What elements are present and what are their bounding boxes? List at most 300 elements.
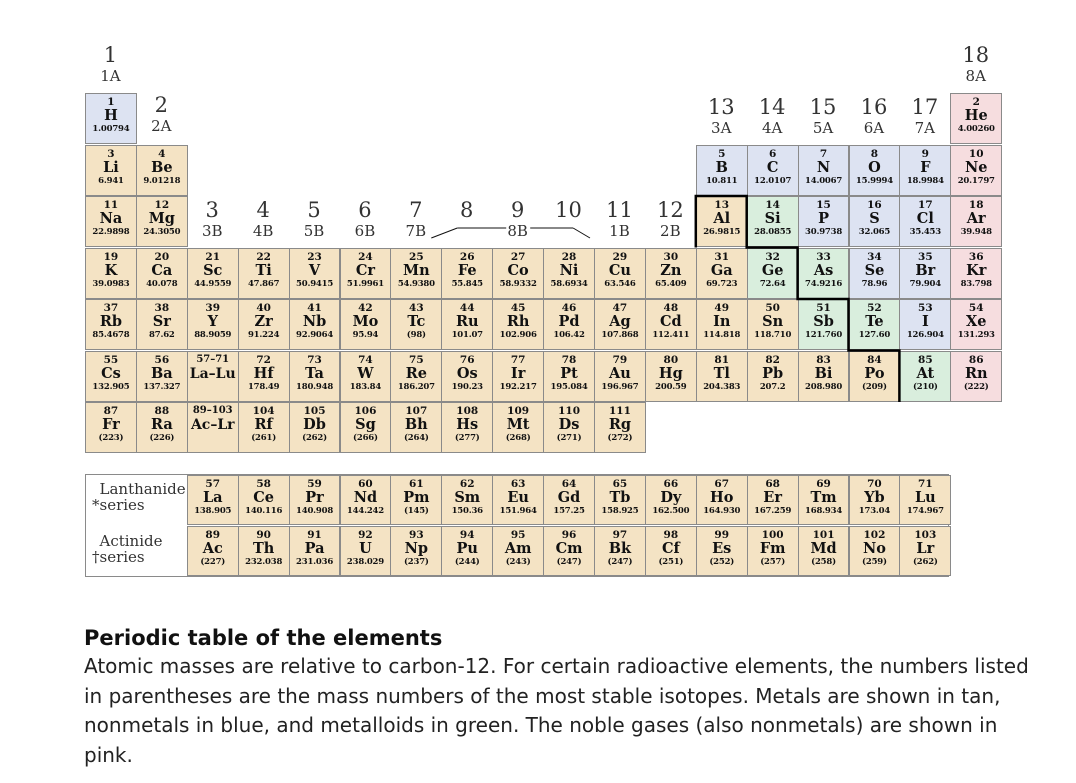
element-symbol: N [816,158,831,176]
atomic-number: 101 [812,529,835,541]
element-symbol: As [813,261,834,279]
element-symbol: Ne [965,158,988,176]
atomic-number: 73 [307,353,322,366]
atomic-number: 55 [103,353,119,366]
element-cell-be [136,145,188,196]
atomic-mass: (98) [406,330,426,340]
element-cell-cu [594,248,646,299]
atomic-mass: 102.906 [499,330,537,340]
element-symbol: Fe [457,261,477,279]
element-symbol: Yb [864,489,885,506]
atomic-mass: 1.00794 [92,124,130,134]
element-cell-sm [441,475,493,525]
atomic-number: 96 [561,529,577,541]
element-symbol: Cl [916,210,934,227]
atomic-mass: (145) [403,506,429,516]
element-symbol: V [308,261,321,279]
element-symbol: Gd [557,489,581,506]
element-symbol: Dy [660,489,682,506]
element-symbol: Rg [608,416,632,433]
atomic-number: 20 [154,250,170,263]
atomic-mass: 26.9815 [703,227,741,237]
atomic-mass: 164.930 [703,506,741,516]
atomic-mass: 231.036 [296,557,334,567]
atomic-number: 22 [256,250,271,263]
actinide-label-text: Actinide series [99,532,163,566]
atomic-mass: 20.1797 [957,175,995,186]
element-cell-au [594,351,646,402]
atomic-number: 109 [507,405,530,417]
element-cell-at [899,351,951,402]
element-cell-ne [950,145,1002,196]
element-symbol: No [862,540,886,557]
element-symbol: C [766,158,779,176]
element-cell-ds [543,402,595,453]
element-cell-o [849,145,901,196]
group-letter: 5A [812,118,834,137]
atomic-number: 94 [459,529,475,541]
element-cell-tc [390,299,442,350]
atomic-number: 46 [561,302,577,314]
element-cell-rb [85,299,137,350]
element-symbol: Sr [152,313,171,330]
atomic-mass: 30.9738 [805,227,843,237]
element-cell-ce [238,475,290,525]
atomic-mass: 167.259 [754,506,792,516]
element-symbol: Fr [102,416,120,433]
atomic-mass: 50.9415 [296,278,334,289]
group-letter: 2B [660,222,681,240]
atomic-mass: 106.42 [553,330,585,340]
element-symbol: Hf [253,364,274,382]
element-symbol: Np [404,540,429,557]
atomic-number: 12 [154,199,170,211]
atomic-mass: 140.908 [296,506,334,516]
element-symbol: Ge [761,261,784,279]
element-symbol: Mn [403,261,430,279]
element-symbol: Al [713,210,731,227]
element-symbol: Am [504,540,532,557]
element-cell-sg [340,402,392,453]
element-cell-la [187,475,239,525]
atomic-number: 99 [714,529,730,541]
element-symbol: Er [763,489,782,506]
atomic-number: 85 [918,353,933,366]
atomic-number: 102 [863,529,886,541]
element-symbol: Ac–Lr [190,417,235,433]
atomic-number: 48 [663,302,679,314]
element-cell-md [798,526,850,576]
element-symbol: S [869,210,880,227]
element-cell-pt [543,351,595,402]
element-symbol: Pb [762,364,784,382]
group-number: 1 [103,43,118,67]
group-header-11 [594,198,645,240]
atomic-mass: 83.798 [960,278,992,289]
element-symbol: Ac [202,540,223,557]
caption-title: Periodic table of the elements [84,626,443,650]
atomic-mass: (209) [862,381,887,392]
atomic-number: 11 [103,199,119,211]
atomic-number: 64 [561,478,577,490]
atomic-mass: (271) [556,433,582,443]
element-symbol: Ho [710,489,734,506]
atomic-mass: 158.925 [601,506,639,516]
atomic-number: 95 [510,529,526,541]
element-cell-y [187,299,239,350]
element-symbol: Lu [914,489,936,506]
element-symbol: Se [864,261,885,279]
atomic-number: 52 [867,302,882,314]
element-cell-er [747,475,799,525]
element-cell-ge [747,248,799,299]
group-number: 13 [707,94,735,119]
atomic-mass: 6.941 [98,175,124,186]
element-cell-cm [543,526,595,576]
element-symbol: Tb [609,489,631,506]
atomic-mass: 190.23 [451,381,483,392]
atomic-mass: 168.934 [805,506,843,516]
atomic-number: 104 [252,405,275,417]
group-letter: 3A [711,118,732,137]
atomic-number: 66 [663,478,679,490]
atomic-mass: 195.084 [550,381,588,392]
element-symbol: Be [151,158,173,176]
element-symbol: Bi [814,364,833,382]
atomic-mass: 121.760 [805,330,843,340]
atomic-mass: (259) [862,557,887,567]
atomic-mass: 79.904 [909,278,941,289]
atomic-number: 107 [405,405,428,417]
element-cell-ir [492,351,544,402]
element-symbol: In [713,313,731,330]
atomic-number: 42 [358,302,373,314]
element-cell-cl [899,196,951,247]
element-cell-p [798,196,850,247]
group-letter: 4A [761,118,783,137]
atomic-mass: 238.029 [346,557,384,567]
atomic-mass: 69.723 [706,278,738,289]
group-letter: 3B [201,222,223,240]
atomic-mass: 24.3050 [143,227,181,237]
group-letter: 8A [965,67,986,85]
element-cell-np [390,526,442,576]
atomic-mass: (226) [149,433,175,443]
atomic-mass: 232.038 [245,557,283,567]
element-cell-cr [340,248,392,299]
atomic-number: 50 [765,302,780,314]
group-number: 17 [911,94,939,119]
atomic-number: 91 [307,529,322,541]
atomic-number: 9 [921,147,929,160]
element-symbol: Bh [404,416,428,433]
atomic-mass: 126.904 [906,330,944,340]
element-symbol: Si [764,210,781,227]
atomic-number: 62 [459,478,475,490]
element-cell-rh [492,299,544,350]
element-symbol: Cd [659,313,682,330]
atomic-number: 18 [968,199,984,211]
element-cell-w [340,351,392,402]
atomic-number: 1 [107,96,115,108]
element-cell-c [747,145,799,196]
atomic-mass: (243) [505,557,531,567]
element-cell-pm [390,475,442,525]
element-symbol: F [920,158,931,176]
element-cell-fm [747,526,799,576]
element-cell-cd [645,299,697,350]
element-cell-br [899,248,951,299]
atomic-number: 98 [663,529,679,541]
actinide-series-label [92,533,190,565]
element-symbol: Rf [254,416,273,433]
element-cell-sr [136,299,188,350]
element-cell-lr [899,526,951,576]
element-symbol: Ds [558,416,580,433]
atomic-number: 93 [409,529,424,541]
element-symbol: H [104,107,118,124]
element-symbol: U [359,540,372,557]
atomic-mass: 47.867 [247,278,280,289]
element-symbol: Cf [661,540,680,557]
element-cell-te [849,299,901,350]
element-cell-k [85,248,137,299]
element-symbol: Fm [759,540,786,557]
element-symbol: Cr [355,261,376,279]
element-symbol: Tl [713,364,730,382]
group-letter: 6B [354,222,376,240]
atomic-mass: 107.868 [601,330,639,340]
element-symbol: Ra [150,416,173,433]
element-symbol: P [818,210,829,227]
element-symbol: Es [712,540,732,557]
atomic-mass: 118.710 [754,330,792,340]
element-symbol: Ag [609,313,631,330]
element-symbol: W [357,364,374,382]
element-cell-n [798,145,850,196]
atomic-mass: (268) [505,433,531,443]
atomic-number: 29 [612,250,628,263]
element-cell-v [289,248,341,299]
group-letter: 7B [405,222,427,240]
atomic-number: 74 [358,353,373,366]
atomic-number: 14 [765,199,780,211]
element-symbol: Kr [966,261,987,279]
atomic-mass: 65.409 [655,278,687,289]
element-cell-ac [187,526,239,576]
atomic-mass: (222) [963,381,989,392]
element-cell-re [390,351,442,402]
element-symbol: Y [207,313,218,330]
atomic-number: 7 [819,147,828,160]
atomic-number: 16 [867,199,882,211]
element-symbol: Cm [555,540,583,557]
element-cell-ra [136,402,188,453]
atomic-mass: 157.25 [553,506,585,516]
atomic-number: 89 [205,529,221,541]
atomic-mass: (251) [658,557,684,567]
element-cell-po [849,351,901,402]
element-cell-tl [696,351,748,402]
element-cell-yb [849,475,901,525]
atomic-number: 70 [867,478,882,490]
atomic-number: 6 [768,147,777,160]
atomic-number: 32 [765,250,780,263]
atomic-number: 84 [867,353,882,366]
group-letter: 7A [914,118,936,137]
element-symbol: Ta [305,364,324,382]
group-header-17 [899,95,950,137]
atomic-number: 5 [718,147,726,160]
element-cell-as [798,248,850,299]
atomic-mass: 51.9961 [346,278,384,289]
element-cell-ar [950,196,1002,247]
atomic-number: 88 [154,405,170,417]
atomic-mass: 32.065 [858,227,891,237]
element-symbol: La [202,489,223,506]
atomic-mass: 39.948 [960,227,992,237]
element-cell-ta [289,351,341,402]
atomic-number: 103 [914,529,937,541]
atomic-mass: (277) [454,433,480,443]
element-cell-cs [85,351,137,402]
atomic-mass: 137.327 [143,381,181,392]
atomic-number: 80 [663,353,679,366]
element-cell-eu [492,475,544,525]
atomic-number: 61 [409,478,424,490]
element-cell-lalu [187,351,239,402]
atomic-mass: 178.49 [247,381,280,392]
group-letter: 1B [609,222,630,240]
element-symbol: Br [915,261,936,279]
element-symbol: Ce [253,489,275,506]
element-symbol: Ar [966,210,986,227]
group-header-7 [390,198,441,240]
atomic-number: 40 [256,302,271,314]
figure-caption [84,624,1044,770]
element-cell-h [85,93,137,144]
atomic-mass: 114.818 [703,330,741,340]
atomic-mass: (210) [912,381,938,392]
atomic-number: 43 [409,302,424,314]
element-cell-lu [899,475,951,525]
element-symbol: Hs [456,416,479,433]
element-symbol: Pa [304,540,325,557]
group-letter: 1A [100,67,121,85]
atomic-number: 19 [103,250,119,263]
element-cell-ca [136,248,188,299]
atomic-number: 4 [158,147,166,160]
atomic-number: 2 [972,96,980,108]
atomic-mass: (252) [709,557,735,567]
element-cell-es [696,526,748,576]
element-symbol: Po [864,364,885,382]
element-symbol: Nd [353,489,378,506]
atomic-mass: 200.59 [655,381,687,392]
atomic-number: 110 [558,405,580,417]
atomic-mass: 55.845 [451,278,483,289]
element-symbol: Sb [813,313,834,330]
group-header-9 [492,198,543,240]
atomic-number: 79 [612,353,628,366]
element-symbol: Lr [916,540,935,557]
element-symbol: La–Lu [189,365,236,382]
atomic-number: 39 [205,302,221,314]
atomic-number: 82 [765,353,780,366]
atomic-number: 57 [205,478,221,490]
element-symbol: Cs [101,364,121,382]
element-cell-ba [136,351,188,402]
element-symbol: He [964,107,988,124]
element-symbol: Co [507,261,529,279]
atomic-mass: (262) [912,557,938,567]
atomic-number: 105 [303,405,326,417]
group-number: 14 [758,94,786,119]
element-cell-fr [85,402,137,453]
atomic-number: 67 [714,478,730,490]
element-cell-in [696,299,748,350]
group-number: 15 [809,94,837,119]
atomic-mass: (264) [403,433,429,443]
atomic-number: 8 [870,147,879,160]
group-header-8 [441,198,492,222]
element-symbol: Zn [660,261,682,279]
group-letter: 6A [863,118,885,137]
atomic-number: 53 [918,302,933,314]
group-header-6 [340,198,391,240]
atomic-mass: 88.9059 [194,330,232,340]
atomic-mass: 91.224 [247,330,280,340]
group-header-15 [798,95,849,137]
group-header-13 [696,95,747,137]
atomic-number: 13 [714,199,730,211]
element-cell-ni [543,248,595,299]
group-number: 5 [307,198,321,222]
atomic-number: 47 [612,302,628,314]
element-cell-mn [390,248,442,299]
atomic-mass: 35.453 [909,227,941,237]
atomic-number: 89–103 [192,405,233,416]
element-symbol: Re [405,364,427,382]
group-number: 12 [656,198,684,222]
atomic-mass: 78.96 [861,278,888,289]
element-cell-hg [645,351,697,402]
element-cell-tb [594,475,646,525]
element-symbol: At [916,364,935,382]
element-cell-hs [441,402,493,453]
atomic-mass: 92.9064 [296,330,334,340]
caption-text: Atomic masses are relative to carbon-12. For certain radioactive elements, the numbers listed in parentheses are the mass numbers of the most stable isotopes. Metals are shown in tan, nonmetals in blue, and metalloids in green. The noble gases (also nonmetals) are shown in pink. [84,654,1029,767]
element-cell-he [950,93,1002,144]
element-cell-li [85,145,137,196]
atomic-number: 92 [358,529,373,541]
atomic-mass: 54.9380 [397,278,435,289]
element-cell-kr [950,248,1002,299]
atomic-number: 63 [510,478,526,490]
lanthanide-marker: * [92,496,100,514]
element-symbol: Md [810,540,837,557]
group-header-14 [747,95,798,137]
element-cell-bk [594,526,646,576]
atomic-mass: (272) [607,433,633,443]
atomic-mass: 85.4678 [92,330,130,340]
group-number: 2 [154,93,169,117]
element-cell-mg [136,196,188,247]
element-cell-se [849,248,901,299]
atomic-mass: 150.36 [451,506,483,516]
atomic-number: 69 [816,478,831,490]
group-header-16 [849,95,900,137]
